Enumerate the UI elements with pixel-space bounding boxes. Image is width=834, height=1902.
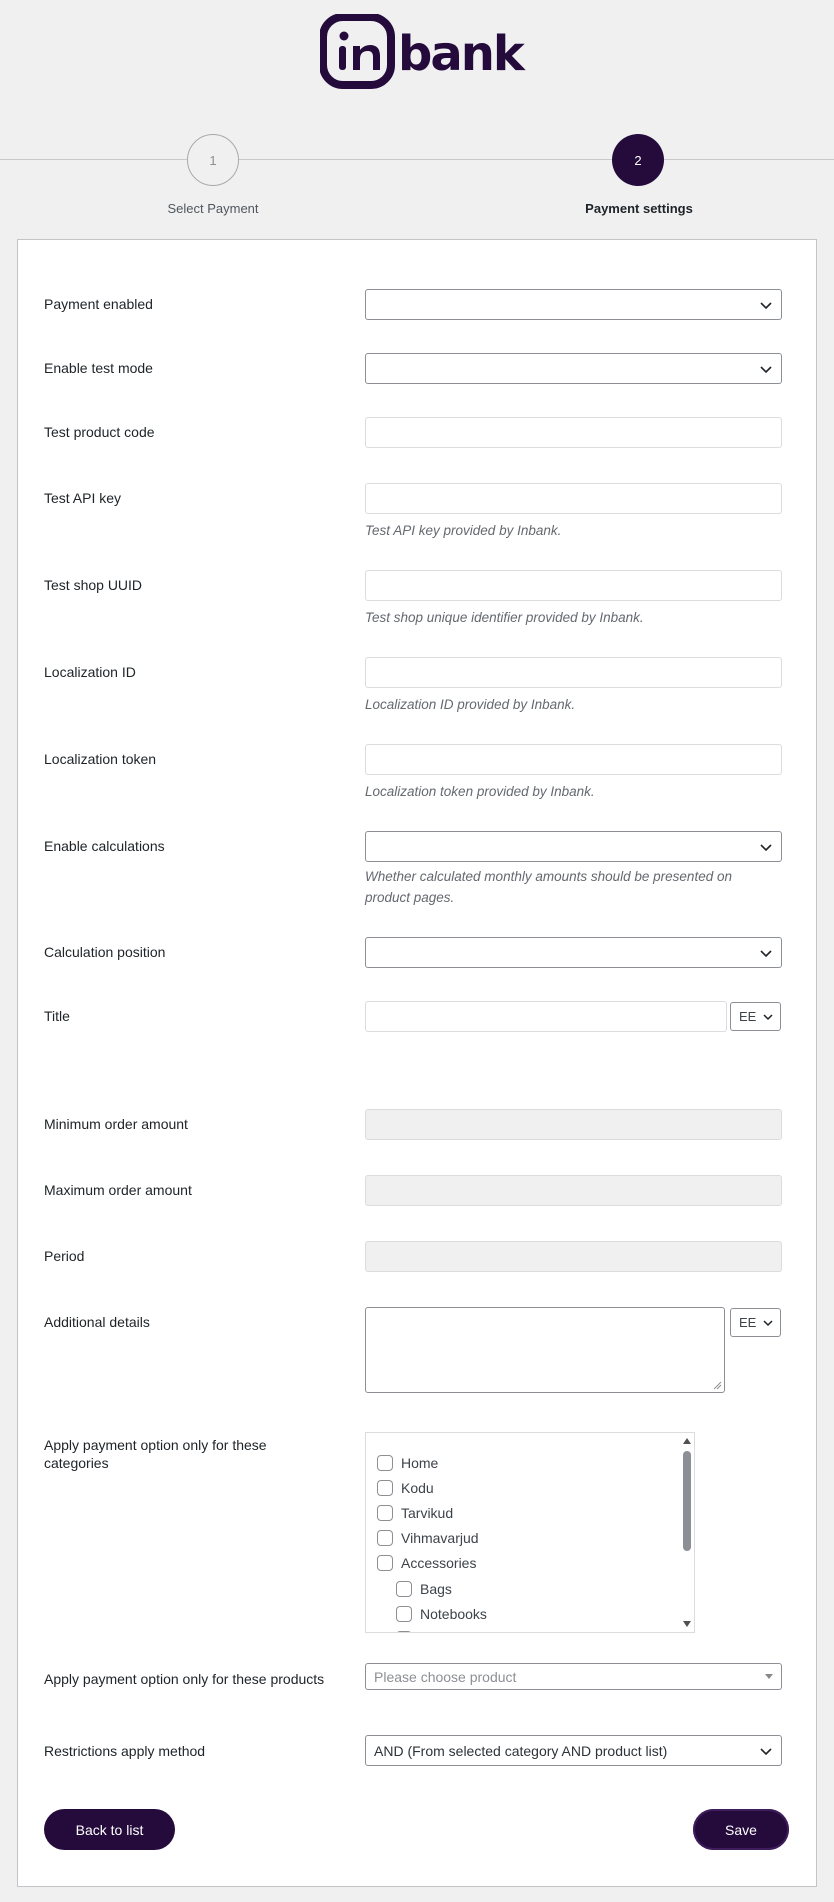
category-label: Accessories [401, 1555, 477, 1571]
title-input[interactable] [365, 1001, 727, 1032]
enable-calculations-select[interactable] [365, 831, 782, 862]
category-checkbox[interactable] [377, 1530, 393, 1546]
category-checkbox[interactable] [396, 1606, 412, 1622]
restrictions-select-value: AND (From selected category AND product list) [374, 1743, 668, 1759]
test-shop-uuid-label: Test shop UUID [44, 577, 143, 593]
category-checkbox[interactable] [377, 1455, 393, 1471]
additional-details-label: Additional details [44, 1314, 150, 1330]
product-select[interactable] [365, 1663, 782, 1690]
scroll-up-icon[interactable] [682, 1437, 692, 1445]
test-shop-uuid-input[interactable] [365, 570, 782, 601]
category-item[interactable] [377, 1453, 438, 1473]
test-product-code-label: Test product code [44, 424, 155, 440]
step-2-label: Payment settings [585, 201, 693, 216]
category-checkbox[interactable] [377, 1505, 393, 1521]
restrictions-label: Restrictions apply method [44, 1743, 206, 1759]
product-select-placeholder: Please choose product [374, 1669, 517, 1685]
category-checkbox[interactable] [377, 1555, 393, 1571]
categories-label: Apply payment option only for these categories [44, 1437, 267, 1471]
title-label: Title [44, 1008, 70, 1024]
category-label: Home [401, 1455, 439, 1471]
category-label: Notebooks [420, 1606, 487, 1622]
category-checkbox[interactable] [396, 1581, 412, 1597]
category-label: Kodu [401, 1480, 434, 1496]
products-label: Apply payment option only for these products [44, 1671, 325, 1687]
stepper-line [0, 159, 834, 160]
chevron-down-icon [762, 1317, 774, 1329]
enable-calculations-help: Whether calculated monthly amounts should be presented on product pages. [365, 869, 732, 905]
chevron-down-icon [762, 1011, 774, 1023]
maximum-order-amount-label: Maximum order amount [44, 1182, 192, 1198]
category-item-partial[interactable] [396, 1629, 412, 1633]
chevron-down-icon [759, 298, 773, 312]
payment-settings-card [17, 239, 817, 1887]
category-item[interactable] [396, 1579, 452, 1599]
caret-down-icon [765, 1674, 773, 1679]
svg-text:bank: bank [398, 26, 523, 82]
category-label: Tarvikud [401, 1505, 454, 1521]
scrollbar-thumb[interactable] [683, 1451, 691, 1551]
maximum-order-amount-input[interactable] [365, 1175, 782, 1206]
localization-id-label: Localization ID [44, 664, 136, 680]
resize-grip-icon[interactable] [713, 1381, 722, 1390]
localization-id-input[interactable] [365, 657, 782, 688]
category-checkbox[interactable] [396, 1631, 412, 1633]
minimum-order-amount-label: Minimum order amount [44, 1116, 188, 1132]
payment-enabled-label: Payment enabled [44, 296, 153, 312]
scroll-down-icon[interactable] [682, 1620, 692, 1628]
step-2-circle[interactable]: 2 [612, 134, 664, 186]
period-label: Period [44, 1248, 85, 1264]
category-label: Bags [420, 1581, 452, 1597]
payment-enabled-select[interactable] [365, 289, 782, 320]
additional-details-textarea[interactable] [365, 1307, 725, 1393]
chevron-down-icon [759, 1744, 773, 1758]
chevron-down-icon [759, 946, 773, 960]
test-api-key-input[interactable] [365, 483, 782, 514]
category-item[interactable] [377, 1478, 434, 1498]
calculation-position-select[interactable] [365, 937, 782, 968]
back-to-list-button[interactable]: Back to list [44, 1809, 175, 1850]
step-1-label: Select Payment [167, 201, 259, 216]
title-language-value: EE [739, 1009, 757, 1024]
enable-test-mode-label: Enable test mode [44, 360, 153, 376]
restrictions-select[interactable] [365, 1735, 782, 1766]
test-api-key-label: Test API key [44, 490, 122, 506]
category-checklist[interactable] [365, 1432, 695, 1633]
calculation-position-label: Calculation position [44, 944, 166, 960]
localization-token-input[interactable] [365, 744, 782, 775]
category-label: Vihmavarjud [401, 1530, 479, 1546]
chevron-down-icon [759, 840, 773, 854]
inbank-logo [320, 14, 540, 90]
enable-calculations-label: Enable calculations [44, 838, 165, 854]
localization-token-label: Localization token [44, 751, 157, 767]
save-button[interactable]: Save [693, 1809, 789, 1850]
step-1-circle[interactable]: 1 [187, 134, 239, 186]
chevron-down-icon [759, 362, 773, 376]
test-shop-uuid-help: Test shop unique identifier provided by Inbank. [365, 610, 644, 625]
additional-details-language-value: EE [739, 1315, 757, 1330]
category-checkbox[interactable] [377, 1480, 393, 1496]
category-item[interactable] [377, 1528, 479, 1548]
test-api-key-help: Test API key provided by Inbank. [365, 523, 562, 538]
minimum-order-amount-input[interactable] [365, 1109, 782, 1140]
localization-id-help: Localization ID provided by Inbank. [365, 697, 576, 712]
category-item[interactable] [396, 1604, 487, 1624]
category-item[interactable] [377, 1503, 453, 1523]
additional-details-language-select[interactable] [730, 1308, 781, 1337]
test-product-code-input[interactable] [365, 417, 782, 448]
period-input[interactable] [365, 1241, 782, 1272]
title-language-select[interactable] [730, 1002, 781, 1031]
localization-token-help: Localization token provided by Inbank. [365, 784, 595, 799]
enable-test-mode-select[interactable] [365, 353, 782, 384]
category-item[interactable] [377, 1553, 476, 1573]
